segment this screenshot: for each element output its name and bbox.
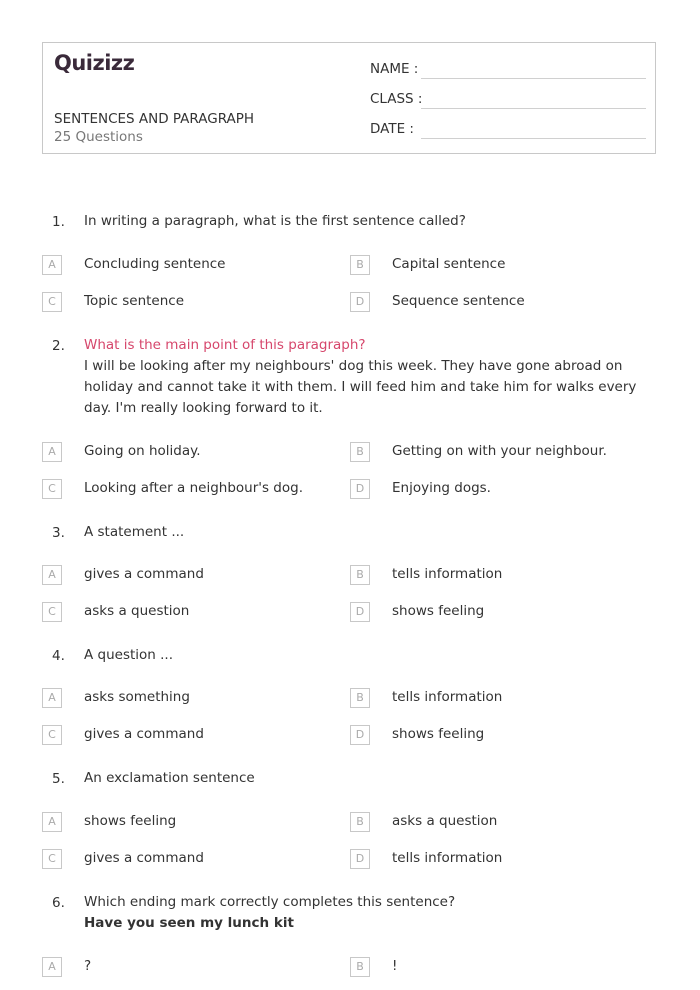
option-letter: D	[350, 725, 370, 745]
question-body	[84, 335, 660, 419]
option-text: Capital sentence	[392, 256, 506, 272]
name-label: NAME :	[370, 61, 419, 77]
option-letter: B	[350, 957, 370, 977]
question-text: Which ending mark correctly completes this sentence?	[84, 894, 456, 910]
date-label: DATE :	[370, 121, 414, 137]
question-body	[84, 892, 660, 934]
option-text: Looking after a neighbour's dog.	[84, 480, 303, 496]
option-text: Enjoying dogs.	[392, 480, 491, 496]
option-letter: D	[350, 602, 370, 622]
option-text: shows feeling	[392, 603, 485, 619]
option-letter: B	[350, 812, 370, 832]
question-number: 1.	[52, 214, 65, 230]
option-letter: A	[42, 812, 62, 832]
quizizz-logo: Quizizz	[54, 51, 135, 75]
option-letter: C	[42, 479, 62, 499]
option-text: Concluding sentence	[84, 256, 226, 272]
option-text: gives a command	[84, 566, 204, 582]
question-number: 3.	[52, 525, 65, 541]
option-text: tells information	[392, 689, 503, 705]
question-text: A question ...	[84, 647, 174, 663]
option-text: gives a command	[84, 726, 204, 742]
option-text: ?	[84, 958, 92, 974]
option-letter: C	[42, 602, 62, 622]
class-line	[421, 108, 646, 109]
option-text: asks a question	[392, 813, 498, 829]
option-text: Sequence sentence	[392, 293, 525, 309]
class-label: CLASS :	[370, 91, 423, 107]
option-text: tells information	[392, 850, 503, 866]
question-text: An exclamation sentence	[84, 770, 255, 786]
option-text: Going on holiday.	[84, 443, 201, 459]
question-number: 4.	[52, 648, 65, 664]
option-letter: B	[350, 688, 370, 708]
option-letter: C	[42, 849, 62, 869]
option-text: shows feeling	[392, 726, 485, 742]
option-letter: A	[42, 442, 62, 462]
option-text: tells information	[392, 566, 503, 582]
option-letter: C	[42, 725, 62, 745]
question-number: 6.	[52, 895, 65, 911]
option-text: Getting on with your neighbour.	[392, 443, 607, 459]
question-text: In writing a paragraph, what is the first sentence called?	[84, 213, 466, 229]
worksheet-title: SENTENCES AND PARAGRAPH	[54, 111, 255, 127]
option-letter: D	[350, 479, 370, 499]
option-letter: D	[350, 292, 370, 312]
option-letter: A	[42, 957, 62, 977]
question-passage: I will be looking after my neighbours' dog this week. They have gone abroad on holiday and cannot take it with them. I will feed him and take him for walks every day. I'm really looking forward to it.	[84, 358, 637, 416]
question-count: 25 Questions	[54, 129, 143, 145]
date-line	[421, 138, 646, 139]
question-emphasis: Have you seen my lunch kit	[84, 915, 294, 931]
option-text: asks something	[84, 689, 190, 705]
option-letter: D	[350, 849, 370, 869]
question-text: What is the main point of this paragraph?	[84, 337, 366, 353]
question-number: 2.	[52, 338, 65, 354]
question-text: A statement ...	[84, 524, 185, 540]
name-line	[421, 78, 646, 79]
option-letter: B	[350, 565, 370, 585]
option-letter: A	[42, 255, 62, 275]
option-letter: C	[42, 292, 62, 312]
option-letter: A	[42, 688, 62, 708]
option-text: Topic sentence	[84, 293, 185, 309]
option-text: !	[392, 958, 398, 974]
option-text: gives a command	[84, 850, 204, 866]
worksheet-header	[42, 42, 656, 154]
option-text: asks a question	[84, 603, 190, 619]
option-letter: A	[42, 565, 62, 585]
option-text: shows feeling	[84, 813, 177, 829]
option-letter: B	[350, 442, 370, 462]
question-number: 5.	[52, 771, 65, 787]
option-letter: B	[350, 255, 370, 275]
